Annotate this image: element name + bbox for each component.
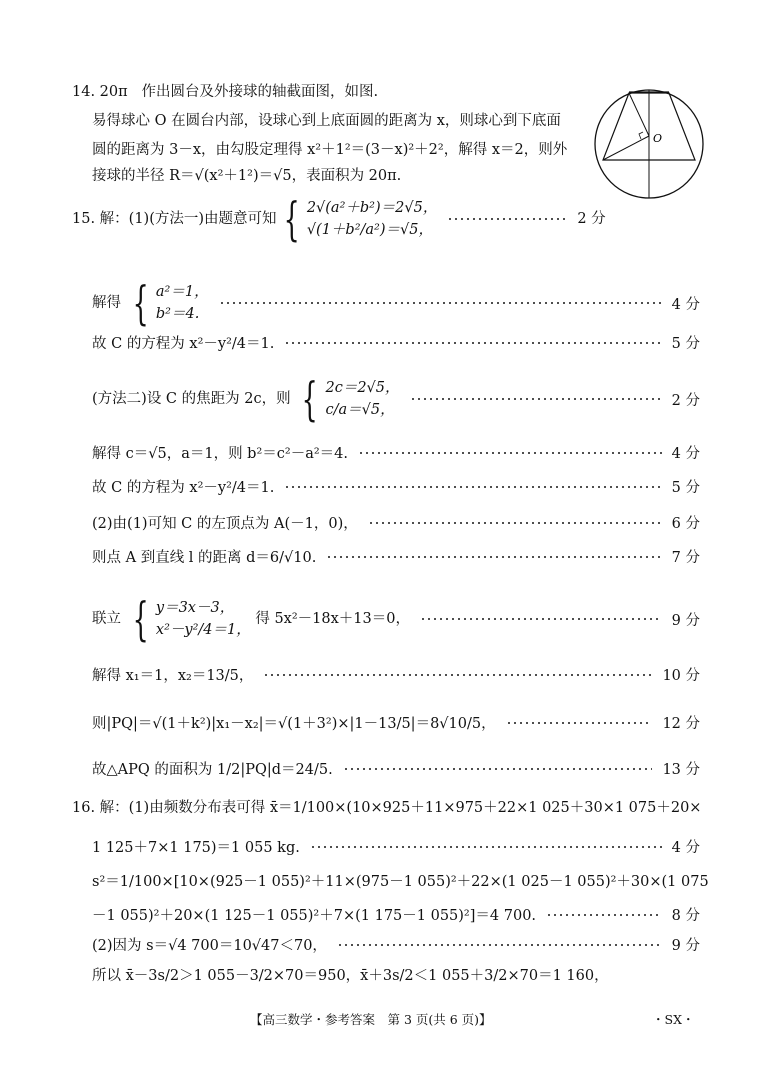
center-o-label: O bbox=[653, 132, 663, 145]
q15-score-5: 4 分 bbox=[671, 446, 700, 462]
q15-row-8 bbox=[92, 546, 700, 567]
q15-r2-prefix: 解得 bbox=[92, 295, 121, 311]
q15-eq2a: a²＝1， bbox=[155, 284, 209, 300]
footer-right: ・SX・ bbox=[652, 1012, 695, 1027]
q16-score-2: 4 分 bbox=[671, 840, 700, 856]
q15-row-9 bbox=[92, 592, 700, 646]
q14-text-1: 作出圆台及外接球的轴截面图，如图. bbox=[141, 84, 379, 100]
q15-r10: 解得 x₁＝1，x₂＝13/5， bbox=[92, 668, 254, 684]
q15-r5: 解得 c＝√5，a＝1，则 b²＝c²－a²＝4. bbox=[92, 446, 348, 462]
q15-eq1a: 2√(a²＋b²)＝2√5， bbox=[306, 200, 438, 216]
q16-line-1: 16. 解：(1)由频数分布表可得 x̄＝1/100×(10×925＋11×975＋22×1 025＋30×1 075＋20× bbox=[72, 800, 702, 816]
footer-center: 【高三数学・参考答案 第 3 页(共 6 页)】 bbox=[250, 1012, 492, 1027]
q15-eq4a: 2c＝2√5， bbox=[325, 380, 400, 396]
q15-row-2 bbox=[92, 276, 700, 330]
q15-row-12 bbox=[92, 758, 700, 779]
q15-score-6: 5 分 bbox=[671, 480, 700, 496]
q15-row-3 bbox=[92, 332, 700, 353]
q15-r7: (2)由(1)可知 C 的左顶点为 A(－1，0)， bbox=[92, 516, 358, 532]
q14-answer: 14. 20π bbox=[72, 84, 128, 100]
q16-row-5 bbox=[92, 934, 700, 955]
q15-score-12: 13 分 bbox=[662, 762, 700, 778]
q15-system-4: { 2c＝2√5， c/a＝√5， bbox=[301, 372, 400, 426]
q16-score-5: 9 分 bbox=[671, 938, 700, 954]
q15-eq4b: c/a＝√5， bbox=[325, 402, 395, 418]
q16-l5: (2)因为 s＝√4 700＝10√47＜70， bbox=[92, 938, 327, 954]
q15-row-5 bbox=[92, 442, 700, 463]
q16-score-4: 8 分 bbox=[671, 908, 700, 924]
q15-system-1: { 2√(a²＋b²)＝2√5， √(1＋b²/a²)＝√5， bbox=[283, 192, 438, 246]
q15-row-4 bbox=[92, 372, 700, 426]
q15-score-7: 6 分 bbox=[671, 516, 700, 532]
q15-score-1: 2 分 bbox=[577, 211, 606, 227]
q15-r4-prefix: (方法二)设 C 的焦距为 2c，则 bbox=[92, 391, 291, 407]
q15-eq2b: b²＝4. bbox=[155, 306, 200, 322]
q16-row-2 bbox=[92, 836, 700, 857]
q15-r9-suffix: 得 5x²－18x＋13＝0， bbox=[255, 611, 410, 627]
q15-row-10 bbox=[92, 664, 700, 685]
q15-row-11 bbox=[92, 712, 700, 733]
q15-r8: 则点 A 到直线 l 的距离 d＝6/√10. bbox=[92, 550, 317, 566]
q14-line-1 bbox=[72, 82, 378, 102]
q15-score-8: 7 分 bbox=[671, 550, 700, 566]
q16-l4: －1 055)²＋20×(1 125－1 055)²＋7×(1 175－1 055)²]＝4 700. bbox=[92, 908, 537, 924]
q15-score-4: 2 分 bbox=[671, 392, 700, 409]
q16-row-4 bbox=[92, 904, 700, 925]
q16-line-3: s²＝1/100×[10×(925－1 055)²＋11×(975－1 055)²＋22×(1 025－1 055)²＋30×(1 075 bbox=[92, 874, 709, 890]
q15-system-9: { y＝3x－3， x²－y²/4＝1， bbox=[132, 592, 251, 646]
q15-r6: 故 C 的方程为 x²－y²/4＝1. bbox=[92, 480, 275, 496]
q15-r3: 故 C 的方程为 x²－y²/4＝1. bbox=[92, 336, 275, 352]
q15-head: 15. 解：(1)(方法一)由题意可知 bbox=[72, 211, 277, 227]
q14-line-2: 易得球心 O 在圆台内部，设球心到上底面圆的距离为 x，则球心到下底面 bbox=[92, 113, 561, 129]
q15-system-2: { a²＝1， b²＝4. bbox=[132, 276, 209, 330]
q15-score-11: 12 分 bbox=[662, 716, 700, 732]
q14-line-4: 接球的半径 R＝√(x²＋1²)＝√5，表面积为 20π. bbox=[92, 168, 402, 184]
q15-r9-prefix: 联立 bbox=[92, 611, 121, 627]
q15-row-7 bbox=[92, 512, 700, 533]
q15-score-2: 4 分 bbox=[671, 296, 700, 313]
q15-score-10: 10 分 bbox=[662, 668, 700, 684]
q15-eq9b: x²－y²/4＝1， bbox=[155, 622, 251, 638]
q15-eq9a: y＝3x－3， bbox=[155, 600, 235, 616]
q16-l2: 1 125＋7×1 175)＝1 055 kg. bbox=[92, 840, 300, 856]
q15-eq1b: √(1＋b²/a²)＝√5， bbox=[306, 222, 433, 238]
q16-line-6: 所以 x̄－3s/2＞1 055－3/2×70＝950，x̄＋3s/2＜1 055＋3/2×70＝1 160， bbox=[92, 968, 609, 984]
sphere-frustum-figure bbox=[577, 88, 721, 200]
q15-row-6 bbox=[92, 476, 700, 497]
q15-row-1 bbox=[72, 192, 700, 246]
q15-score-9: 9 分 bbox=[671, 612, 700, 629]
q14-line-3: 圆的距离为 3－x，由勾股定理得 x²＋1²＝(3－x)²＋2²，解得 x＝2，则外 bbox=[92, 142, 568, 158]
q15-score-3: 5 分 bbox=[671, 336, 700, 352]
q15-r12: 故△APQ 的面积为 1/2|PQ|d＝24/5. bbox=[92, 762, 333, 778]
q15-r11: 则|PQ|＝√(1＋k²)|x₁－x₂|＝√(1＋3²)×|1－13/5|＝8√10/5， bbox=[92, 716, 496, 732]
page-footer bbox=[0, 1006, 764, 1030]
